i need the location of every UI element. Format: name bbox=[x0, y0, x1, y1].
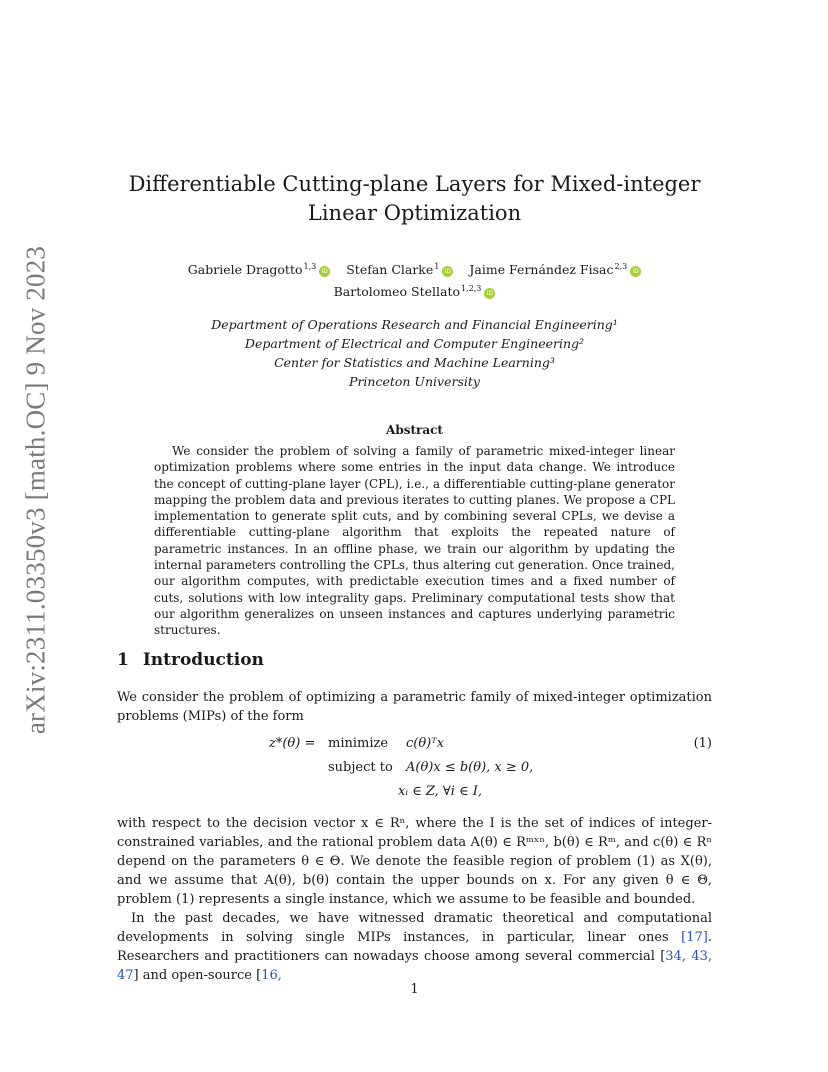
section-title: Introduction bbox=[142, 650, 264, 670]
title-line-1: Differentiable Cutting-plane Layers for Mixed-integer bbox=[128, 172, 701, 196]
orcid-icon[interactable]: iD bbox=[630, 266, 641, 277]
affiliation: Princeton University bbox=[349, 374, 480, 389]
abstract-body bbox=[154, 443, 675, 639]
citation-link[interactable]: 16, bbox=[261, 968, 282, 983]
paragraph: with respect to the decision vector x ∈ Rⁿ, where the I is the set of indices of integer-constrained variables, and the rational problem data A(θ) ∈ Rᵐˣⁿ, b(θ) ∈ Rᵐ, and c(θ) ∈ Rⁿ depend on the parameters θ ∈ Θ. We denote the feasible region of problem (1) as X(θ), and we assume that A(θ), b(θ) contain the upper bounds on x. For any given θ ∈ Θ, problem (1) represents a single instance, which we assume to be feasible and bounded. bbox=[117, 816, 712, 907]
orcid-icon[interactable]: iD bbox=[442, 266, 453, 277]
title-line-2: Linear Optimization bbox=[307, 201, 522, 225]
arxiv-identifier: arXiv:2311.03350v3 [math.OC] 9 Nov 2023 bbox=[20, 245, 51, 735]
affiliation: Department of Operations Research and Financial Engineering¹ bbox=[211, 317, 618, 332]
section-heading bbox=[117, 650, 264, 670]
section-number: 1 bbox=[117, 650, 129, 670]
equation-integrality: xᵢ ∈ Z, ∀i ∈ I, bbox=[398, 784, 483, 799]
author: Jaime Fernández Fisac$^{2,3}$iD bbox=[469, 262, 641, 277]
equation-constraint: subject to A(θ)x ≤ b(θ), x ≥ 0, bbox=[328, 760, 534, 775]
author: Bartolomeo Stellato$^{1,2,3}$iD bbox=[334, 284, 496, 299]
intro-body bbox=[117, 688, 712, 985]
orcid-icon[interactable]: iD bbox=[484, 288, 495, 299]
equation-lhs: z*(θ) = bbox=[269, 736, 316, 751]
citation-link[interactable]: [17] bbox=[681, 930, 708, 945]
author: Gabriele Dragotto$^{1,3}$iD bbox=[188, 262, 330, 277]
orcid-icon[interactable]: iD bbox=[319, 266, 330, 277]
affiliation: Center for Statistics and Machine Learning³ bbox=[274, 355, 555, 370]
author: Stefan Clarke$^1$iD bbox=[346, 262, 453, 277]
paragraph: We consider the problem of optimizing a parametric family of mixed-integer optimization problems (MIPs) of the form bbox=[117, 690, 712, 724]
paper-title bbox=[117, 170, 712, 228]
arxiv-sidebar-stamp bbox=[18, 180, 54, 800]
author-list bbox=[117, 257, 712, 301]
affiliation: Department of Electrical and Computer Engineering² bbox=[244, 336, 585, 351]
citation-link[interactable]: 34, 43, 47 bbox=[117, 949, 712, 983]
abstract-text: We consider the problem of solving a family of parametric mixed-integer linear optimization problems where some entries in the input data change. We introduce the concept of cutting-plane layer (CPL), i.e., a differentiable cutting-plane generator mapping the problem data and previous iterates to cutting planes. We propose a CPL implementation to generate split cuts, and by combining several CPLs, we devise a differentiable cutting-plane algorithm that exploits the repeated nature of parametric instances. In an offline phase, we train our algorithm by updating the internal parameters controlling the CPLs, thus altering cut generation. Once trained, our algorithm computes, with predictable execution times and a fixed number of cuts, solutions with low integrality gaps. Preliminary computational tests show that our algorithm generalizes on unseen instances and captures underlying parametric structures. bbox=[154, 444, 675, 638]
affiliation-list bbox=[117, 315, 712, 391]
paragraph: In the past decades, we have witnessed dramatic theoretical and computational developments in solving single MIPs instances, in particular, linear ones [17]. Researchers and practitioners can nowadays choose among several commercial [34, 43, 47] and open-source [16, bbox=[117, 911, 712, 983]
equation-objective: minimize c(θ)ᵀx bbox=[328, 736, 445, 751]
abstract-heading: Abstract bbox=[386, 423, 443, 437]
equation-1 bbox=[117, 734, 712, 804]
equation-number: (1) bbox=[693, 736, 712, 751]
page-number: 1 bbox=[410, 982, 419, 997]
